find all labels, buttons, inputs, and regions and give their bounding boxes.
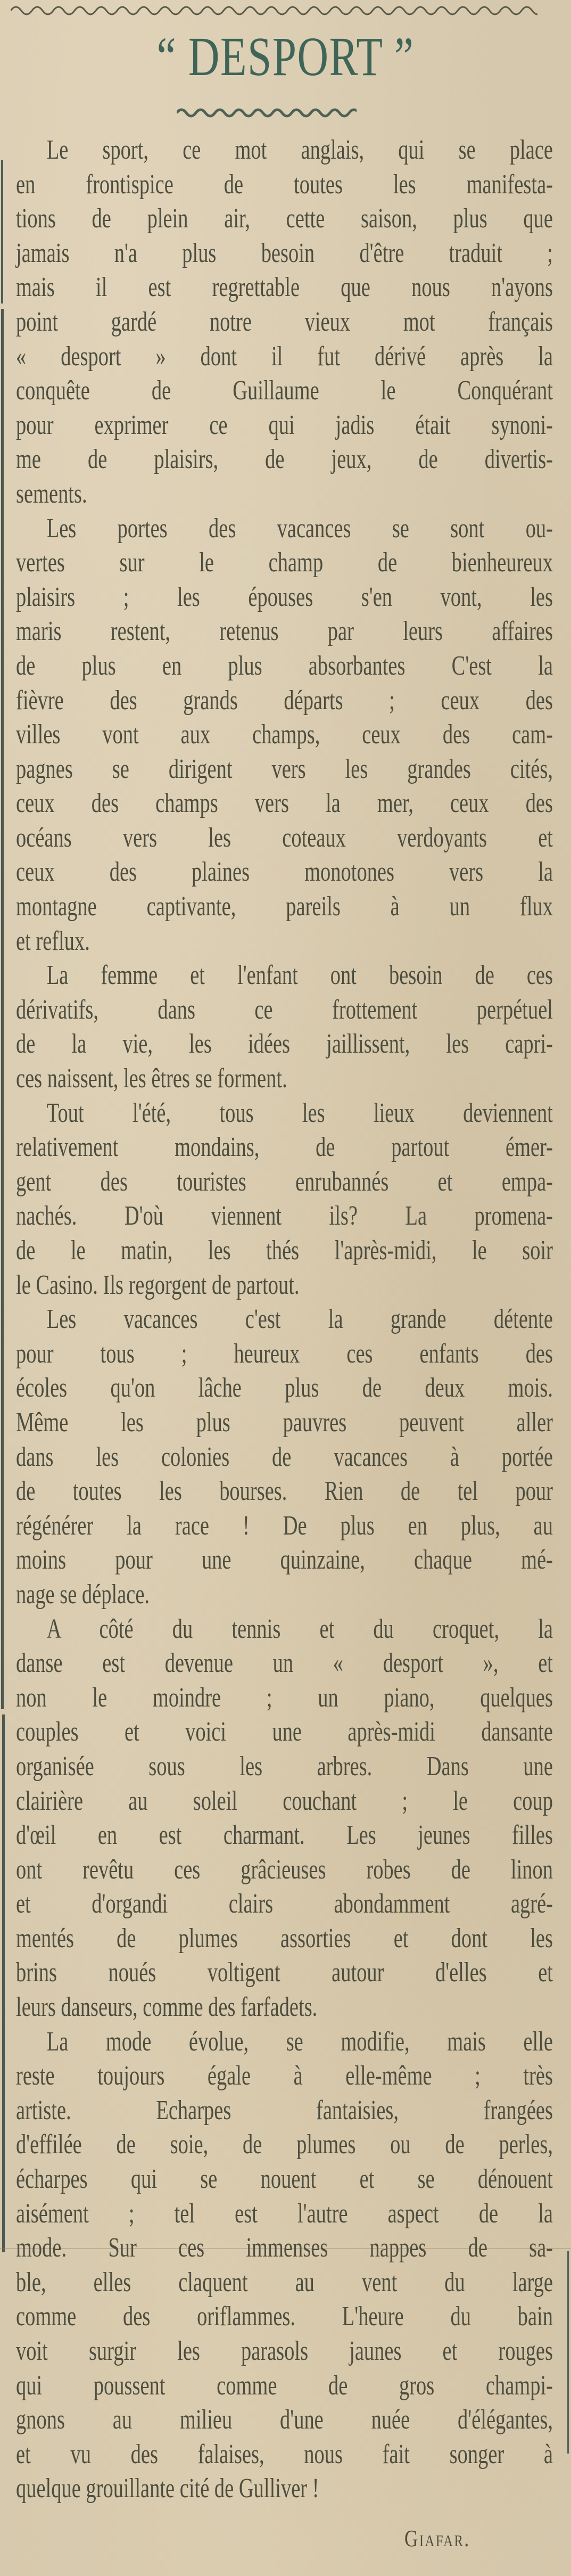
text-line: La femme et l'enfant ont besoin de ces — [46, 960, 553, 991]
text-line: gent des touristes enrubannés et empa- — [16, 1166, 553, 1197]
text-line: en frontispice de toutes les manifesta- — [16, 169, 553, 200]
author-signature: Giafar. — [404, 2525, 470, 2552]
article-body — [16, 133, 553, 2506]
text-line: A côté du tennis et du croquet, la — [46, 1613, 553, 1644]
text-line: « desport » dont il fut dérivé après la — [16, 341, 553, 372]
paragraph — [16, 2025, 553, 2506]
text-line: dérivatifs, dans ce frottement perpétuel — [16, 994, 553, 1025]
text-line: mode. Sur ces immenses nappes de sa- — [16, 2233, 553, 2263]
text-line: montagne captivante, pareils à un flux — [16, 891, 553, 922]
text-line: mais il est regrettable que nous n'ayons — [16, 272, 553, 303]
paragraph — [16, 133, 553, 512]
text-line: moins pour une quinzaine, chaque mé- — [16, 1545, 553, 1576]
text-line: jamais n'a plus besoin d'être traduit ; — [16, 237, 553, 268]
text-line: ont revêtu ces grâcieuses robes de linon — [16, 1854, 553, 1885]
text-line: maris restent, retenus par leurs affaires — [16, 616, 553, 647]
text-line: ceux des champs vers la mer, ceux des — [16, 788, 553, 819]
text-line: La mode évolue, se modifie, mais elle — [46, 2026, 553, 2057]
text-line: ble, elles claquent au vent du large — [16, 2267, 553, 2298]
text-line: non le moindre ; un piano, quelques — [16, 1682, 553, 1713]
text-line: organisée sous les arbres. Dans une — [16, 1751, 553, 1782]
text-line: océans vers les coteaux verdoyants et — [16, 822, 553, 853]
text-line: Tout l'été, tous les lieux deviennent — [46, 1097, 553, 1128]
text-line: d'effilée de soie, de plumes ou de perles, — [16, 2129, 553, 2160]
text-line: le Casino. Ils regorgent de partout. — [16, 1269, 300, 1300]
text-line: pour tous ; heureux ces enfants des — [16, 1338, 553, 1369]
text-line: nachés. D'où viennent ils? La promena- — [16, 1201, 553, 1232]
text-line: mentés de plumes assorties et dont les — [16, 1923, 553, 1954]
text-line: pagnes se dirigent vers les grandes cités, — [16, 753, 553, 784]
text-line: ceux des plaines monotones vers la — [16, 857, 553, 888]
wavy-divider-ornament — [177, 106, 357, 119]
text-line: Les portes des vacances se sont ou- — [46, 513, 553, 544]
paragraph — [16, 512, 553, 959]
article-title: “ DESPORT ” — [156, 26, 415, 87]
text-line: plaisirs ; les épouses s'en vont, les — [16, 581, 553, 612]
text-line: d'œil en est charmant. Les jeunes filles — [16, 1820, 553, 1851]
text-line: nage se déplace. — [16, 1579, 150, 1610]
text-line: Le sport, ce mot anglais, qui se place — [46, 135, 553, 165]
paragraph — [16, 958, 553, 1096]
text-line: brins noués voltigent autour d'elles et — [16, 1957, 553, 1988]
text-line: écharpes qui se nouent et se dénouent — [16, 2164, 553, 2195]
text-line: leurs danseurs, comme des farfadets. — [16, 1992, 318, 2023]
text-line: clairière au soleil couchant ; le coup — [16, 1785, 553, 1816]
text-line: Même les plus pauvres peuvent aller — [16, 1407, 553, 1438]
text-line: comme des oriflammes. L'heure du bain — [16, 2301, 553, 2332]
text-line: qui poussent comme de gros champi- — [16, 2370, 553, 2401]
text-line: quelque grouillante cité de Gulliver ! — [16, 2473, 319, 2504]
text-line: et reflux. — [16, 925, 90, 956]
text-line: de toutes les bourses. Rien de tel pour — [16, 1476, 553, 1507]
text-line: villes vont aux champs, ceux des cam- — [16, 719, 553, 750]
text-line: et vu des falaises, nous fait songer à — [16, 2439, 553, 2470]
wavy-border-top-ornament — [11, 3, 537, 18]
text-line: point gardé notre vieux mot français — [16, 306, 553, 337]
text-line: tions de plein air, cette saison, plus que — [16, 203, 553, 234]
text-line: conquête de Guillaume le Conquérant — [16, 375, 553, 406]
text-line: gnons au milieu d'une nuée d'élégantes, — [16, 2405, 553, 2435]
text-line: dans les colonies de vacances à portée — [16, 1441, 553, 1472]
paragraph — [16, 1302, 553, 1612]
column-rule-left — [1, 160, 3, 303]
text-line: vertes sur le champ de bienheureux — [16, 547, 553, 578]
text-line: aisément ; tel est l'autre aspect de la — [16, 2198, 553, 2229]
text-line: régénérer la race ! De plus en plus, au — [16, 1510, 553, 1541]
text-line: fièvre des grands départs ; ceux des — [16, 685, 553, 716]
column-rule-left — [2, 1714, 5, 2252]
text-line: sements. — [16, 478, 87, 509]
text-line: reste toujours égale à elle-même ; très — [16, 2061, 553, 2091]
column-rule-left — [1, 309, 4, 1709]
text-line: Les vacances c'est la grande détente — [46, 1304, 553, 1335]
text-line: de plus en plus absorbantes C'est la — [16, 650, 553, 681]
text-line: me de plaisirs, de jeux, de divertis- — [16, 444, 553, 475]
text-line: danse est devenue un « desport », et — [16, 1648, 553, 1679]
text-line: artiste. Echarpes fantaisies, frangées — [16, 2095, 553, 2126]
text-line: de la vie, les idées jaillissent, les capri- — [16, 1029, 553, 1060]
text-line: écoles qu'on lâche plus de deux mois. — [16, 1373, 553, 1404]
text-line: ces naissent, les êtres se forment. — [16, 1063, 287, 1094]
text-line: de le matin, les thés l'après-midi, le soir — [16, 1235, 553, 1266]
text-line: voit surgir les parasols jaunes et rouges — [16, 2336, 553, 2366]
text-line: relativement mondains, de partout émer- — [16, 1132, 553, 1163]
column-rule-right — [567, 2251, 569, 2454]
text-line: couples et voici une après-midi dansante — [16, 1717, 553, 1748]
paragraph — [16, 1096, 553, 1303]
text-line: pour exprimer ce qui jadis était synoni- — [16, 409, 553, 440]
text-line: et d'organdi clairs abondamment agré- — [16, 1889, 553, 1919]
paragraph — [16, 1612, 553, 2025]
